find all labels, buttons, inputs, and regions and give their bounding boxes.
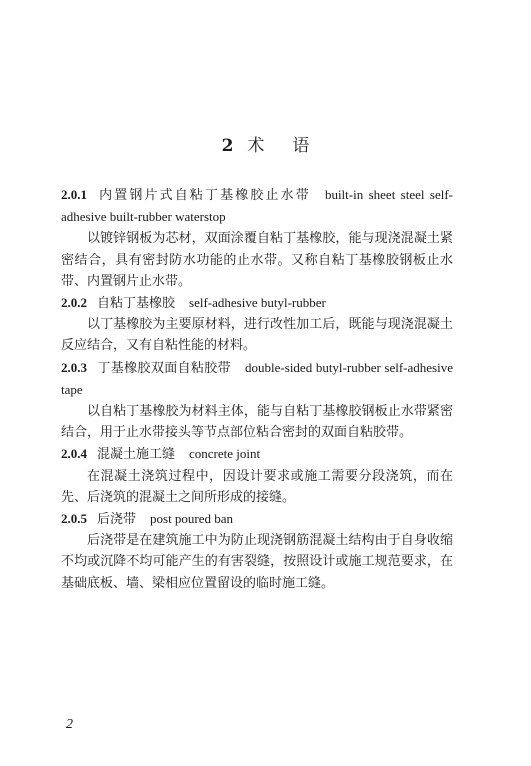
term-english: post poured ban: [150, 511, 234, 527]
clause-number: 2.0.5: [61, 511, 87, 527]
term-heading: [61, 184, 453, 228]
term-definition: 以自粘丁基橡胶为材料主体，能与自粘丁基橡胶钢板止水带紧密结合，用于止水带接头等节点部位粘合密封的双面自粘胶带。: [61, 404, 453, 441]
clause-number: 2.0.2: [61, 295, 87, 311]
term-english: built-in sheet steel self-adhesive built-rubber waterstop: [61, 187, 453, 225]
chapter-number: 2: [221, 136, 234, 156]
term-definition: 在混凝土浇筑过程中，因设计要求或施工需要分段浇筑，而在先、后浇筑的混凝土之间所形成的接缝。: [61, 468, 453, 505]
term-chinese: 混凝土施工缝: [97, 447, 176, 463]
term-heading: [61, 508, 453, 530]
term-english: double-sided butyl-rubber self-adhesive tape: [61, 359, 453, 397]
term-definition: 以丁基橡胶为主要原材料，进行改性加工后，既能与现浇混凝土反应结合，又有自粘性能的材料。: [61, 317, 453, 354]
term-heading: [61, 443, 453, 465]
term-entry: [61, 292, 453, 357]
chapter-title-part1: 术: [247, 136, 265, 156]
clause-number: 2.0.1: [61, 187, 87, 202]
term-heading: [61, 357, 453, 401]
clause-number: 2.0.4: [61, 446, 87, 462]
term-entries: [61, 184, 453, 594]
term-heading: [61, 292, 453, 314]
term-chinese: 内置钢片式自粘丁基橡胶止水带: [97, 188, 311, 203]
term-chinese: 丁基橡胶双面自粘胶带: [97, 360, 232, 376]
term-english: self-adhesive butyl-rubber: [189, 295, 326, 311]
term-english: concrete joint: [189, 446, 261, 462]
term-entry: [61, 443, 453, 508]
term-chinese: 后浇带: [97, 512, 137, 528]
term-definition: 后浇带是在建筑施工中为防止现浇钢筋混凝土结构由于自身收缩不均或沉降不均可能产生的有害裂缝，按照设计或施工规范要求，在基础底板、墙、梁相应位置留设的临时施工缝。: [61, 533, 453, 591]
term-entry: [61, 357, 453, 444]
chapter-title: [0, 131, 531, 156]
term-entry: [61, 184, 453, 292]
term-entry: [61, 508, 453, 594]
page-number: 2: [66, 717, 73, 732]
term-chinese: 自粘丁基橡胶: [97, 296, 176, 312]
chapter-title-part2: 语: [292, 136, 310, 156]
clause-number: 2.0.3: [61, 359, 87, 375]
term-definition: 以镀锌钢板为芯材，双面涂覆自粘丁基橡胶，能与现浇混凝土紧密结合，具有密封防水功能的止水带。又称自粘丁基橡胶钢板止水带、内置钢片止水带。: [61, 231, 453, 289]
